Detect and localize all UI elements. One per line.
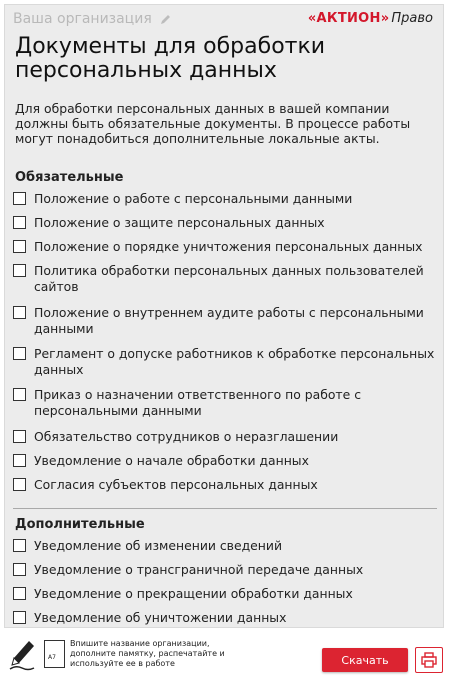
organization-name-placeholder: Ваша организация (13, 11, 152, 27)
checkbox[interactable] (13, 216, 26, 229)
checkbox[interactable] (13, 264, 26, 277)
checklist-item[interactable] (13, 429, 439, 445)
checklist-item-label: Обязательство сотрудников о неразглашении (34, 429, 339, 444)
checkbox[interactable] (13, 478, 26, 491)
checklist-item-label: Положение о внутреннем аудите работы с персональными данными (34, 305, 424, 336)
pencil-icon (8, 637, 38, 675)
checklist-item[interactable] (13, 305, 439, 337)
checklist-item[interactable] (13, 191, 439, 207)
printer-icon (421, 652, 437, 668)
top-bar (13, 11, 433, 29)
checklist-item[interactable] (13, 538, 439, 554)
checklist-item-label: Уведомление о начале обработки данных (34, 453, 309, 468)
checklist-item-label: Уведомление о трансграничной передаче данных (34, 562, 364, 577)
footer-hint: Впишите название организации, дополните памятку, распечатайте и используйте ее в работе (70, 639, 225, 668)
checkbox[interactable] (13, 192, 26, 205)
checklist-item-label: Уведомление об уничтожении данных (34, 610, 287, 625)
checkbox[interactable] (13, 347, 26, 360)
checkbox[interactable] (13, 306, 26, 319)
checklist-item-label: Регламент о допуске работников к обработке персональных данных (34, 346, 435, 377)
checklist-item[interactable] (13, 239, 439, 255)
checklist-item-label: Уведомление об изменении сведений (34, 538, 283, 553)
intro-text: Для обработки персональных данных в вашей компании должны быть обязательные документы. В процессе работы могут понадобиться дополнительные локальные акты. (15, 101, 411, 146)
checkbox[interactable] (13, 539, 26, 552)
section-optional-heading: Дополнительные (15, 517, 145, 532)
checkbox[interactable] (13, 587, 26, 600)
checkbox[interactable] (13, 430, 26, 443)
checkbox[interactable] (13, 388, 26, 401)
checklist-item-label: Уведомление о прекращении обработки данных (34, 586, 353, 601)
checklist-item[interactable] (13, 263, 439, 295)
edit-pencil-icon[interactable] (160, 13, 171, 29)
checkbox[interactable] (13, 454, 26, 467)
checklist-item[interactable] (13, 477, 439, 493)
memo-card (4, 4, 444, 628)
document-a7-icon: A7 (44, 640, 65, 668)
checkbox[interactable] (13, 240, 26, 253)
brand-logo: «АКТИОН» Право (307, 11, 433, 26)
page-title: Документы для обработки персональных данных (15, 34, 326, 83)
checklist-item-label: Приказ о назначении ответственного по работе с персональными данными (34, 387, 362, 418)
checklist-item[interactable] (13, 453, 439, 469)
checklist-item-label: Положение о защите персональных данных (34, 215, 325, 230)
section-mandatory-heading: Обязательные (15, 170, 124, 185)
organization-name-field[interactable] (13, 11, 171, 29)
checklist-item-label: Политика обработки персональных данных пользователей сайтов (34, 263, 424, 294)
checkbox[interactable] (13, 611, 26, 624)
checklist-item-label: Согласия субъектов персональных данных (34, 477, 318, 492)
download-button[interactable]: Скачать (322, 648, 408, 672)
checklist-item[interactable] (13, 562, 439, 578)
checklist-item[interactable] (13, 215, 439, 231)
footer-bar (0, 630, 450, 679)
checklist-item-label: Положение о порядке уничтожения персональных данных (34, 239, 423, 254)
print-button[interactable] (415, 647, 443, 673)
checklist-item[interactable] (13, 586, 439, 602)
checklist-item[interactable] (13, 387, 439, 419)
checklist-item[interactable] (13, 346, 439, 378)
checklist-item[interactable] (13, 610, 439, 626)
checklist-item-label: Положение о работе с персональными данными (34, 191, 353, 206)
checkbox[interactable] (13, 563, 26, 576)
section-divider (13, 508, 437, 509)
